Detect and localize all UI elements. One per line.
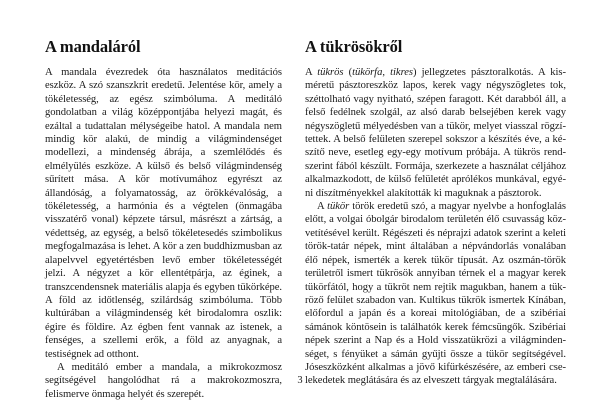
section-heading-tukros: A tükrösökről xyxy=(305,37,403,56)
text-run: ( xyxy=(343,67,353,78)
term-tukros: tükrös xyxy=(317,67,344,78)
tukros-paragraph-2 xyxy=(305,200,566,388)
mandala-paragraph-2: A meditáló ember a mandala, a mikrokozmosz segítségével hangolódhat rá a makrokozmoszra, felismerve önmaga helyét és szerepét. xyxy=(45,361,282,400)
text-run: , xyxy=(382,67,391,78)
term-tukorfa: tükörfa xyxy=(352,67,383,78)
text-run: A xyxy=(317,201,328,213)
section-heading-mandala: A mandaláról xyxy=(45,37,141,56)
page-number: 3 xyxy=(297,375,303,386)
text-run: ) jellegzetes pásztoralkotás. A kisméretű pásztoreszköz lapos, kerek vagy négyszögletes tok, széttolható vagy nyitható, szépen faragott. Két darabból áll, a felső fedélnek szolgál, az alsó darab belsejében kerek vagy négyszögletű mélyedésben van a tükör, melyet viasszal rögzítettek. A belső felületen szerepel sokszor a készítés éve, a készítő neve, esetleg egy-egy motívum próbája. A tükrös rendszerint fából készült. Formája, szerkezete a használat céljához alkalmazkodott, de külső felületét aprólékos munkával, egyéni díszítményekkel alakították ki maguknak a pásztorok. xyxy=(305,67,567,199)
text-run: török eredetű szó, a magyar nyelvbe a honfoglalás előtt, a volgai óbolgár birodalom területén élő csuvasság közvetítésével került. Régészeti és néprajzi adatok szerint a keleti török-tatár népek, mint általában a népvándorlás vonalában élő népek, ismerték a kerek tükör típusát. Az oszmán-török területről ismert tükrösök annyiban térnek el a magyar kerek tükörfától, hogy a tükröt nem rejtik magukban, hanem a tükröző felület szabadon van. Kultikus tükrök ismertek Kínában, előfordul a japán és a koreai mitológiában, de a szibériai sámánok köntösein is találhatók kerek fémcsüngők. Szibériai népek szerint a Nap és a Hold visszatükrözi a világmindenséget, s fényüket a sámán gyűjti össze a tükör segítségével. Jóseszközként alkalmas a jövő kifürkészésére, az emberi cselekedetek meglátására és az elveszett tárgyak megtalálására. xyxy=(305,201,566,387)
term-tukor: tükör xyxy=(327,201,350,213)
mandala-paragraph-1: A mandala évezredek óta használatos meditációs eszköz. A szó szanszkrit eredetű. Jelentése kör, amely a tökéletesség, az egész szimbóluma. A meditáló gondolatban a világ középpontjába helyezi magát, és ezáltal a tudattalan mélységeibe hatol. A mandala nem mindig kör alakú, de mindig a világmindenséget modellezi, a mindenség ábrája, a szemlélődés és elmélyülés eszköze. A külső és belső világmindenség sűrített mása. A kör motívumához egyrészt az állandóság, a folyamatosság, az örökkévalóság, a tökéletesség, a harmónia és a végtelen (önmagába visszatérő vonal) képzete társul, másrészt a zártság, a védettség, az egység, a belső tökéletesedés szimbolikus megfogalmazása is lehet. A kör a zen buddhizmusban az alapelvvel egyetértésben levő ember tökéletességét jelzi. A négyzet a kör ellentétpárja, az éginek, a transzcendensnek materiális alapja és egyben tükörképe. A föld az időtlenség, szilárdság szimbóluma. Több kultúrában a világmindenség két birodalomra oszlik: égire és földire. Az égben fent vannak az istenek, a fenséges, a szellemi erők, a föld az anyagnak, a testiségnek ad otthont. xyxy=(45,67,282,360)
right-column xyxy=(305,38,566,388)
text-run: A xyxy=(305,67,318,78)
left-column xyxy=(45,38,282,401)
term-tikres: tikres xyxy=(390,67,413,78)
tukros-paragraph-1 xyxy=(305,66,566,200)
